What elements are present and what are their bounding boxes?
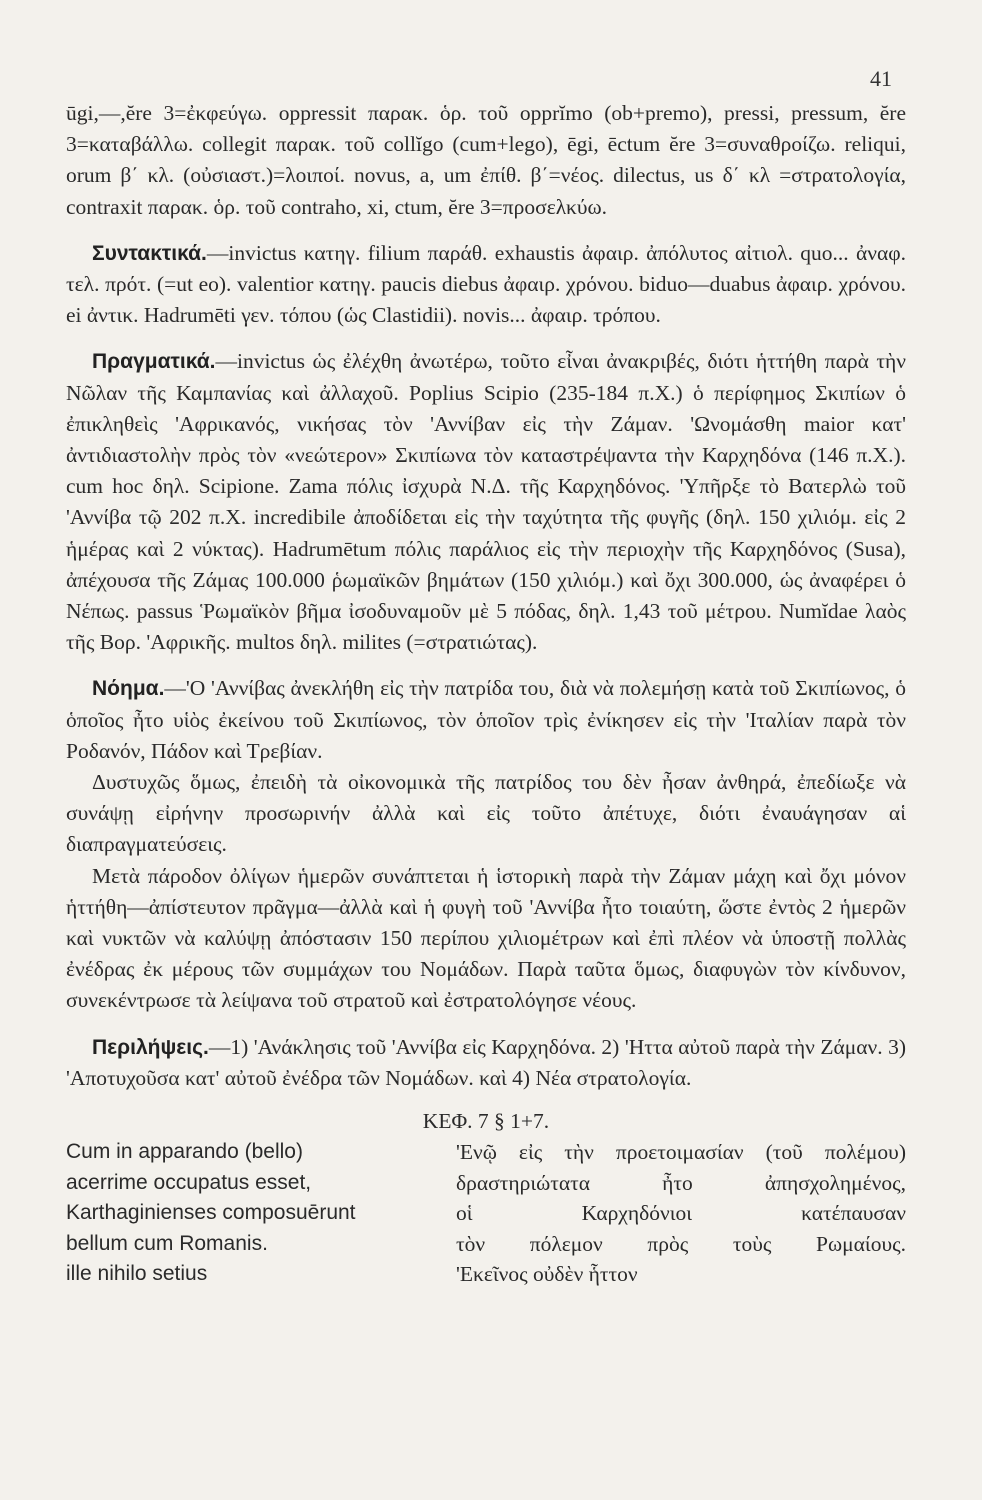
chapter-heading: ΚΕΦ. 7 § 1+7. (422, 1109, 550, 1134)
vocabulary-paragraph (66, 98, 906, 223)
meaning-paragraph (66, 673, 906, 767)
greek-line: δραστηριώτατα ἦτο ἀπησχολημένος, (456, 1170, 906, 1195)
greek-line: οἱ Καρχηδόνιοι κατέπαυσαν (456, 1201, 906, 1226)
parallel-translation (66, 1137, 906, 1290)
summaries-text: —1) 'Ανάκλησις τοῦ 'Αννίβα εἰς Καρχηδόνα. 2) 'Ηττα αὐτοῦ παρὰ τὴν Ζάμαν. 3) 'Αποτυχοῦσα κατ' αὐτοῦ ἐνέδρα τῶν Νομάδων. καὶ 4) Νέα στρατολογία. (66, 1034, 906, 1090)
latin-column (66, 1137, 456, 1290)
vocabulary-text: ūgi,—,ĕre 3=ἐκφεύγω. oppressit παρακ. ὁρ. τοῦ opprĭmo (ob+premo), pressi, pressum, ĕre 3=καταβάλλω. collegit παρακ. τοῦ collĭgo (cum+lego), ēgi, ēctum ĕre 3=συναθροίζω. reliqui, orum β΄ κλ. (οὐσιαστ.)=λοιποί. novus, a, um ἐπίθ. β΄=νέος. dilectus, us δ΄ κλ =στρατολογία, contraxit παρακ. ὁρ. τοῦ contraho, xi, ctum, ĕre 3=προσελκύω. (66, 101, 906, 219)
syntax-text: —invictus κατηγ. filium παράθ. exhaustis ἀφαιρ. ἀπόλυτος αἰτιολ. quo... ἀναφ. τελ. πρότ. (=ut eo). valentior κατηγ. paucis diebus ἀφαιρ. χρόνου. biduo—duabus ἀφαιρ. χρόνου. ei ἀντικ. Hadrumēti γεν. τόπου (ὡς Clastidii). novis... ἀφαιρ. τρόπου. (66, 240, 906, 328)
syntax-paragraph (66, 238, 906, 332)
facts-text: —invictus ὡς ἐλέχθη ἀνωτέρω, τοῦτο εἶναι ἀνακριβές, διότι ἡττήθη παρὰ τὴν Νῶλαν τῆς Καμπανίας καὶ ἀλλαχοῦ. Poplius Scipio (235-184 π.Χ.) ὁ περίφημος Σκιπίων ὁ ἐπικληθεὶς 'Αφρικανός, νικήσας τὸν 'Αννίβαν εἰς τὴν Ζάμαν. 'Ωνομάσθη maior κατ' ἀντιδιαστολὴν πρὸς τὸν «νεώτερον» Σκιπίωνα τὸν καταστρέψαντα τὴν Καρχηδόνα (146 π.Χ.). cum hoc δηλ. Scipione. Zama πόλις ἰσχυρὰ Ν.Δ. τῆς Καρχηδόνος. 'Υπῆρξε τὸ Βατερλὼ τοῦ 'Αννίβα τῷ 202 π.Χ. incredibile ἀποδίδεται εἰς τὴν ταχύτητα τῆς φυγῆς (δηλ. 150 χιλιόμ. εἰς 2 ἡμέρας καὶ 2 νύκτας). Hadrumētum πόλις παράλιος εἰς τὴν περιοχὴν τῆς Καρχηδόνος (Susa), ἀπέχουσα τῆς Ζάμας 100.000 ῥωμαϊκῶν βημάτων (150 χιλιόμ.) καὶ ὄχι 300.000, ὡς ἀναφέρει ὁ Νέπως. passus Ῥωμαϊκὸν βῆμα ἰσοδυναμοῦν μὲ 5 πόδας, δηλ. 1,43 τοῦ μέτρου. Numĭdae λαὸς τῆς Βορ. 'Αφρικῆς. multos δηλ. milites (=στρατιώτας). (66, 349, 906, 655)
summaries-heading: Περιλήψεις. (92, 1035, 209, 1059)
latin-line: acerrime occupatus esset, (66, 1170, 312, 1194)
latin-line: ille nihilo setius (66, 1262, 208, 1286)
facts-paragraph (66, 346, 906, 658)
meaning-paragraph-2: Δυστυχῶς ὅμως, ἐπειδὴ τὰ οἰκονομικὰ τῆς πατρίδος του δὲν ἦσαν ἀνθηρά, ἐπεδίωξε νὰ συνάψῃ εἰρήνην προσωρινήν ἀλλὰ καὶ εἰς τοῦτο ἀπέτυχε, διότι ἐναυάγησαν αἱ διαπραγματεύσεις. (66, 770, 906, 857)
summaries-paragraph (66, 1032, 906, 1094)
greek-line: τὸν πόλεμον πρὸς τοὺς Ρωμαίους. (456, 1231, 906, 1256)
page-number: 41 (870, 66, 892, 91)
page-text (66, 98, 906, 1290)
greek-line: 'Ενῷ εἰς τὴν προετοιμασίαν (τοῦ πολέμου) (456, 1140, 906, 1165)
meaning-paragraph-3: Μετὰ πάροδον ὀλίγων ἡμερῶν συνάπτεται ἡ ἱστορικὴ παρὰ τὴν Ζάμαν μάχη καὶ ὄχι μόνον ἡττήθη—ἀπίστευτον πρᾶγμα—ἀλλὰ καὶ ἡ φυγὴ τοῦ 'Αννίβα ἦτο τοιαύτη, ὥστε ἐντὸς 2 ἡμερῶν καὶ νυκτῶν νὰ καλύψῃ ἀπόστασιν 150 περίπου χιλιομέτρων καὶ ἐπὶ πλέον νὰ ὑποστῇ πολλὰς ἐνέδρας ἐκ μέρους τῶν συμμάχων του Νομάδων. Παρὰ ταῦτα ὅμως, διαφυγὼν τὸν κίνδυνον, συνεκέντρωσε τὰ λείψανα τοῦ στρατοῦ καὶ ἐστρατολόγησε νέους. (66, 863, 906, 1013)
meaning-heading: Νόημα. (92, 677, 165, 701)
latin-line: bellum cum Romanis. (66, 1231, 268, 1255)
greek-column (456, 1137, 906, 1290)
latin-line: Cum in apparando (bello) (66, 1140, 303, 1164)
latin-line: Karthaginienses composuērunt (66, 1201, 356, 1225)
syntax-heading: Συντακτικά. (92, 241, 207, 265)
meaning-text: —'Ο 'Αννίβας ἀνεκλήθη εἰς τὴν πατρίδα του, διὰ νὰ πολεμήσῃ κατὰ τοῦ Σκιπίωνος, ὁ ὁποῖος ἦτο υἱὸς ἐκείνου τοῦ Σκιπίωνος, τὸν ὁποῖον τρὶς ἐνίκησεν εἰς τὴν 'Ιταλίαν παρὰ τὸν Ροδανόν, Πάδον καὶ Τρεβίαν. (66, 676, 906, 763)
facts-heading: Πραγματικά. (92, 350, 216, 374)
greek-line: 'Εκεῖνος οὐδὲν ἧττον (456, 1262, 638, 1287)
